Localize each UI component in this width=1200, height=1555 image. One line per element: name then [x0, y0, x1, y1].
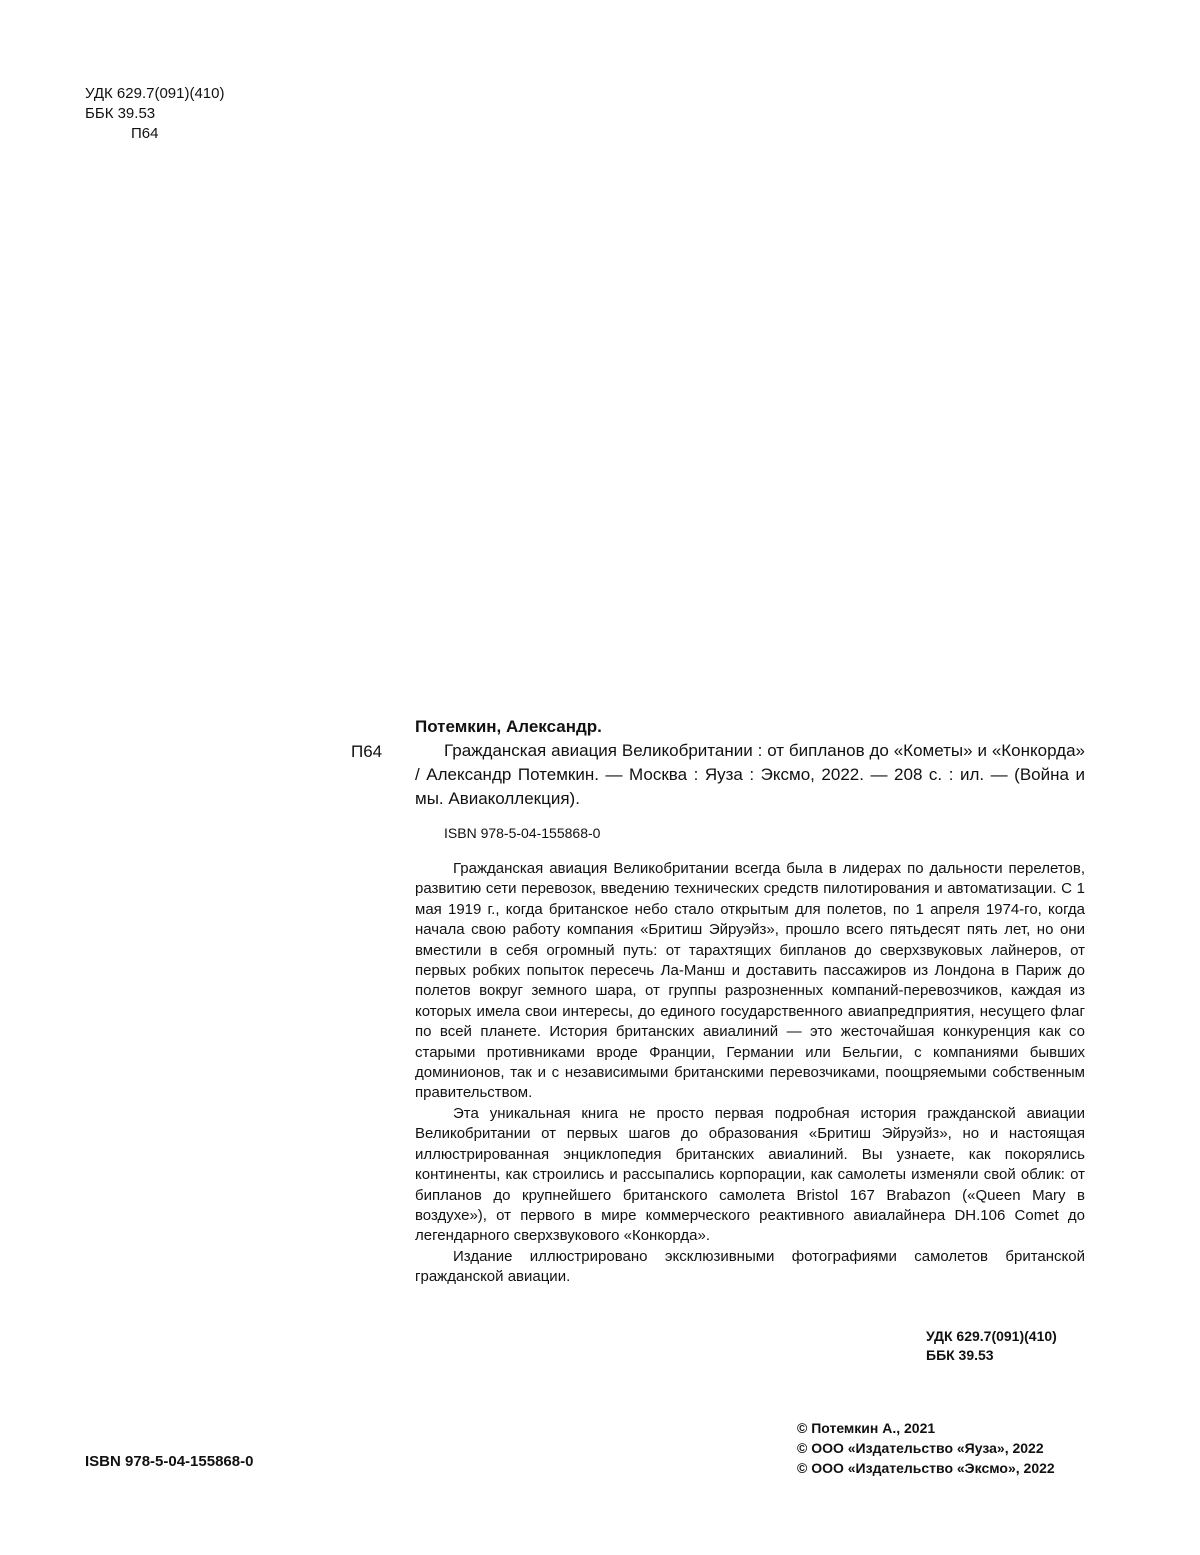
bbk-code: ББК 39.53	[85, 105, 156, 122]
annotation-paragraph: Издание иллюстрировано эксклюзивными фотографиями самолетов британской гражданской авиации.	[415, 1247, 1085, 1286]
copyright-block	[797, 1418, 1055, 1478]
entry-isbn: ISBN 978-5-04-155868-0	[444, 825, 601, 841]
classification-block-bottom	[926, 1327, 1057, 1365]
udk-code-bottom: УДК 629.7(091)(410)	[926, 1328, 1057, 1344]
bibliographic-description: Гражданская авиация Великобритании : от бипланов до «Кометы» и «Конкорда» / Александр Потемкин. — Москва : Яуза : Эксмо, 2022. — 208 с. : ил. — (Война и мы. Авиаколлекция).	[415, 741, 1085, 808]
author-heading: Потемкин, Александр.	[415, 717, 602, 736]
annotation-paragraph: Эта уникальная книга не просто первая подробная история гражданской авиации Великобритании от первых шагов до образования «Бритиш Эйруэйз», но и настоящая иллюстрированная энциклопедия британских авиалиний. Вы узнаете, как покорялись континенты, как строились и рассыпались корпорации, как самолеты изменяли свой облик: от бипланов до крупнейшего британского самолета Bristol 167 Brabazon («Queen Mary в воздухе»), от первого в мире коммерческого реактивного авиалайнера DH.106 Comet до легендарного сверхзвукового «Конкорда».	[415, 1104, 1085, 1245]
author-mark: П64	[351, 742, 383, 761]
bbk-code-bottom: ББК 39.53	[926, 1347, 994, 1363]
copyright-line: © ООО «Издательство «Эксмо», 2022	[797, 1460, 1055, 1476]
copyright-line: © ООО «Издательство «Яуза», 2022	[797, 1440, 1044, 1456]
author-mark-top: П64	[131, 125, 159, 142]
bibliographic-entry	[415, 715, 1085, 1288]
annotation	[415, 859, 1085, 1288]
classification-block-top	[85, 84, 225, 144]
udk-code: УДК 629.7(091)(410)	[85, 85, 225, 102]
copyright-line: © Потемкин А., 2021	[797, 1420, 936, 1436]
annotation-paragraph: Гражданская авиация Великобритании всегда была в лидерах по дальности перелетов, развитию сети перевозок, введению технических средств пилотирования и автоматизации. С 1 мая 1919 г., когда британское небо стало открытым для полетов, по 1 апреля 1974-го, когда начала свою работу компания «Бритиш Эйруэйз», прошло всего пятьдесят пять лет, но они вместили в себя огромный путь: от тарахтящих бипланов до сверхзвуковых лайнеров, от первых робких попыток пересечь Ла-Манш и доставить пассажиров из Лондона в Париж до полетов вокруг земного шара, от группы разрозненных компаний-перевозчиков, каждая из которых имела свои интересы, до единого государственного авиапредприятия, несущего флаг по всей планете. История британских авиалиний — это жесточайшая конкуренция как со старыми противниками вроде Франции, Германии или Бельгии, с компаниями бывших доминионов, так и с независимыми британскими перевозчиками, поощряемыми собственным правительством.	[415, 860, 1085, 1102]
isbn-bottom: ISBN 978-5-04-155868-0	[85, 1453, 254, 1470]
